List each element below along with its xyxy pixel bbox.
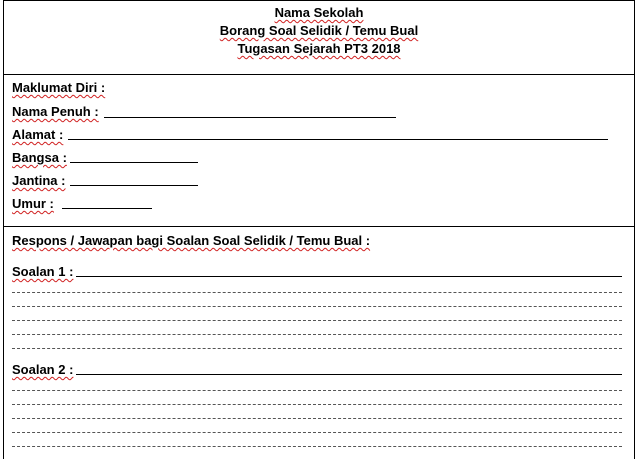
race-field-label: Bangsa : xyxy=(12,150,67,165)
age-field-label: Umur : xyxy=(12,196,54,211)
answer-line[interactable] xyxy=(12,432,622,433)
header-divider xyxy=(4,74,634,75)
race-field[interactable] xyxy=(70,162,198,163)
answer-line[interactable] xyxy=(12,404,622,405)
personal-section-title: Maklumat Diri : xyxy=(12,80,106,95)
question-2-field[interactable] xyxy=(76,374,622,375)
question-2-label: Soalan 2 : xyxy=(12,362,74,377)
school-name: Nama Sekolah xyxy=(274,5,364,20)
form-header xyxy=(4,4,634,58)
answer-line[interactable] xyxy=(12,348,622,349)
name-field-label: Nama Penuh : xyxy=(12,104,99,119)
personal-divider xyxy=(4,226,634,227)
answer-line[interactable] xyxy=(12,320,622,321)
gender-field-label: Jantina : xyxy=(12,173,66,188)
question-1-field[interactable] xyxy=(76,276,622,277)
answer-line[interactable] xyxy=(12,446,622,447)
assignment-title: Tugasan Sejarah PT3 2018 xyxy=(237,41,401,56)
question-1-label: Soalan 1 : xyxy=(12,264,74,279)
answer-line[interactable] xyxy=(12,292,622,293)
address-field-label: Alamat : xyxy=(12,127,64,142)
answer-line[interactable] xyxy=(12,334,622,335)
answer-line[interactable] xyxy=(12,418,622,419)
responses-section-title: Respons / Jawapan bagi Soalan Soal Selidik / Temu Bual : xyxy=(12,233,371,248)
answer-line[interactable] xyxy=(12,390,622,391)
table-top-border xyxy=(4,0,634,1)
address-field[interactable] xyxy=(68,139,608,140)
answer-line[interactable] xyxy=(12,306,622,307)
form-title: Borang Soal Selidik / Temu Bual xyxy=(219,23,419,38)
form-document xyxy=(3,0,635,459)
gender-field[interactable] xyxy=(70,185,198,186)
name-field[interactable] xyxy=(104,117,396,118)
age-field[interactable] xyxy=(62,208,152,209)
